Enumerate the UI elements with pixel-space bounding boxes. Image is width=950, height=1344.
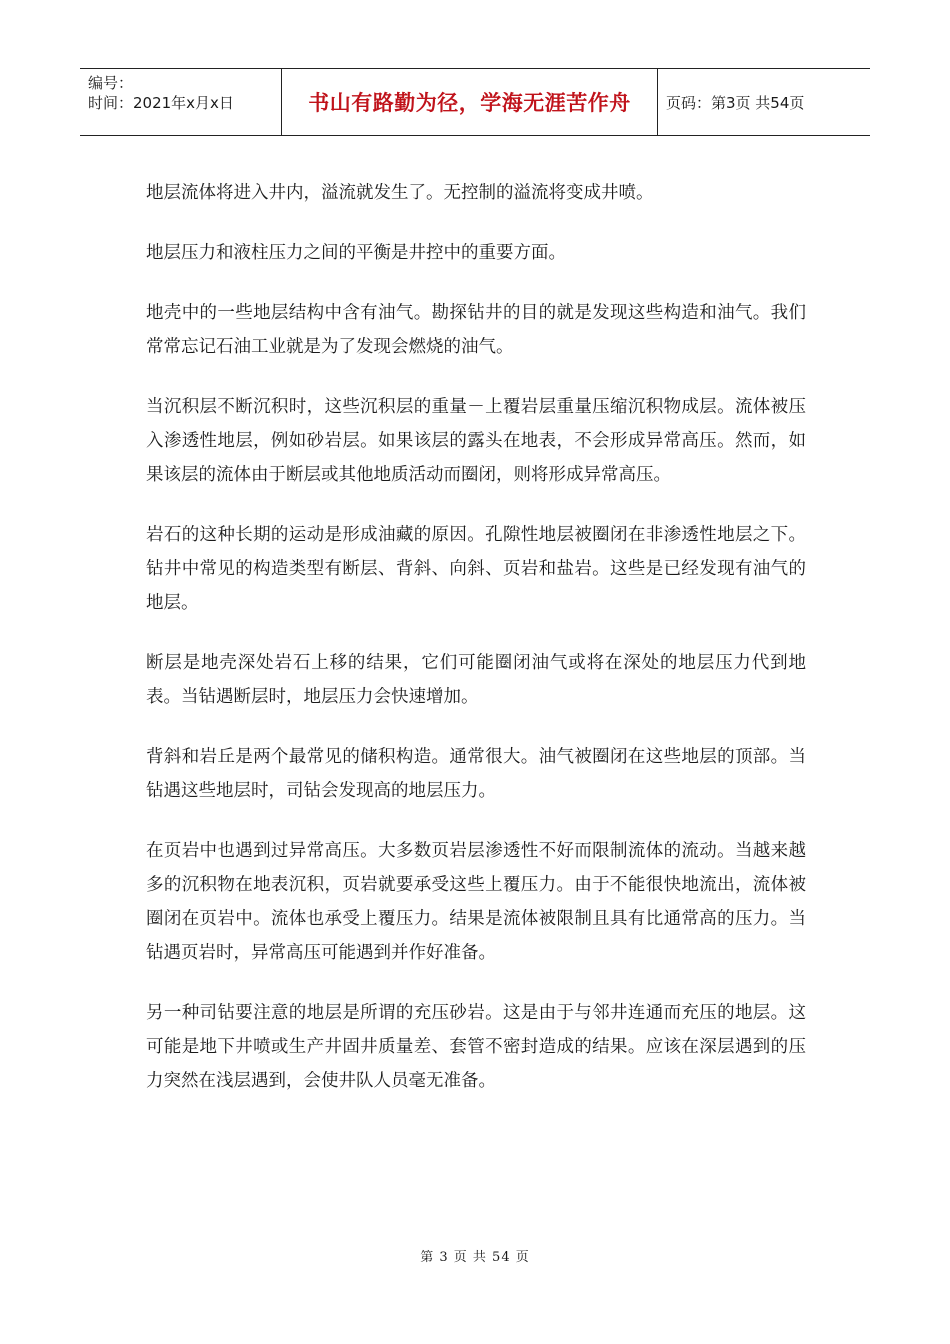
header-meta [80,69,282,135]
header-page-number: 页码：第3页 共54页 [666,93,805,112]
body-paragraph: 地壳中的一些地层结构中含有油气。勘探钻井的目的就是发现这些构造和油气。我们常常忘记石油工业就是为了发现会燃烧的油气。 [146,303,806,357]
document-body [146,176,806,1124]
document-date-label: 时间：2021年x月x日 [88,94,234,112]
body-paragraph: 另一种司钻要注意的地层是所谓的充压砂岩。这是由于与邻井连通而充压的地层。这可能是地下井喷或生产井固井质量差、套管不密封造成的结果。应该在深层遇到的压力突然在浅层遇到，会使井队人员毫无准备。 [146,1003,806,1091]
body-paragraph: 地层流体将进入井内，溢流就发生了。无控制的溢流将变成井喷。 [146,183,654,203]
body-paragraph: 地层压力和液柱压力之间的平衡是井控中的重要方面。 [146,243,566,263]
body-paragraph: 当沉积层不断沉积时，这些沉积层的重量－上覆岩层重量压缩沉积物成层。流体被压入渗透性地层，例如砂岩层。如果该层的露头在地表，不会形成异常高压。然而，如果该层的流体由于断层或其他地质活动而圈闭，则将形成异常高压。 [146,397,806,485]
body-paragraph: 在页岩中也遇到过异常高压。大多数页岩层渗透性不好而限制流体的流动。当越来越多的沉积物在地表沉积，页岩就要承受这些上覆压力。由于不能很快地流出，流体被圈闭在页岩中。流体也承受上覆压力。结果是流体被限制且具有比通常高的压力。当钻遇页岩时，异常高压可能遇到并作好准备。 [146,841,806,963]
body-paragraph: 岩石的这种长期的运动是形成油藏的原因。孔隙性地层被圈闭在非渗透性地层之下。钻井中常见的构造类型有断层、背斜、向斜、页岩和盐岩。这些是已经发现有油气的地层。 [146,525,806,613]
body-paragraph: 断层是地壳深处岩石上移的结果，它们可能圈闭油气或将在深处的地层压力代到地表。当钻遇断层时，地层压力会快速增加。 [146,653,806,707]
header-motto: 书山有路勤为径，学海无涯苦作舟 [282,69,658,135]
page-footer: 第 3 页 共 54 页 [420,1250,530,1265]
page-header [80,68,870,136]
body-paragraph: 背斜和岩丘是两个最常见的储积构造。通常很大。油气被圈闭在这些地层的顶部。当钻遇这些地层时，司钻会发现高的地层压力。 [146,747,806,801]
document-number-label: 编号： [88,74,134,92]
